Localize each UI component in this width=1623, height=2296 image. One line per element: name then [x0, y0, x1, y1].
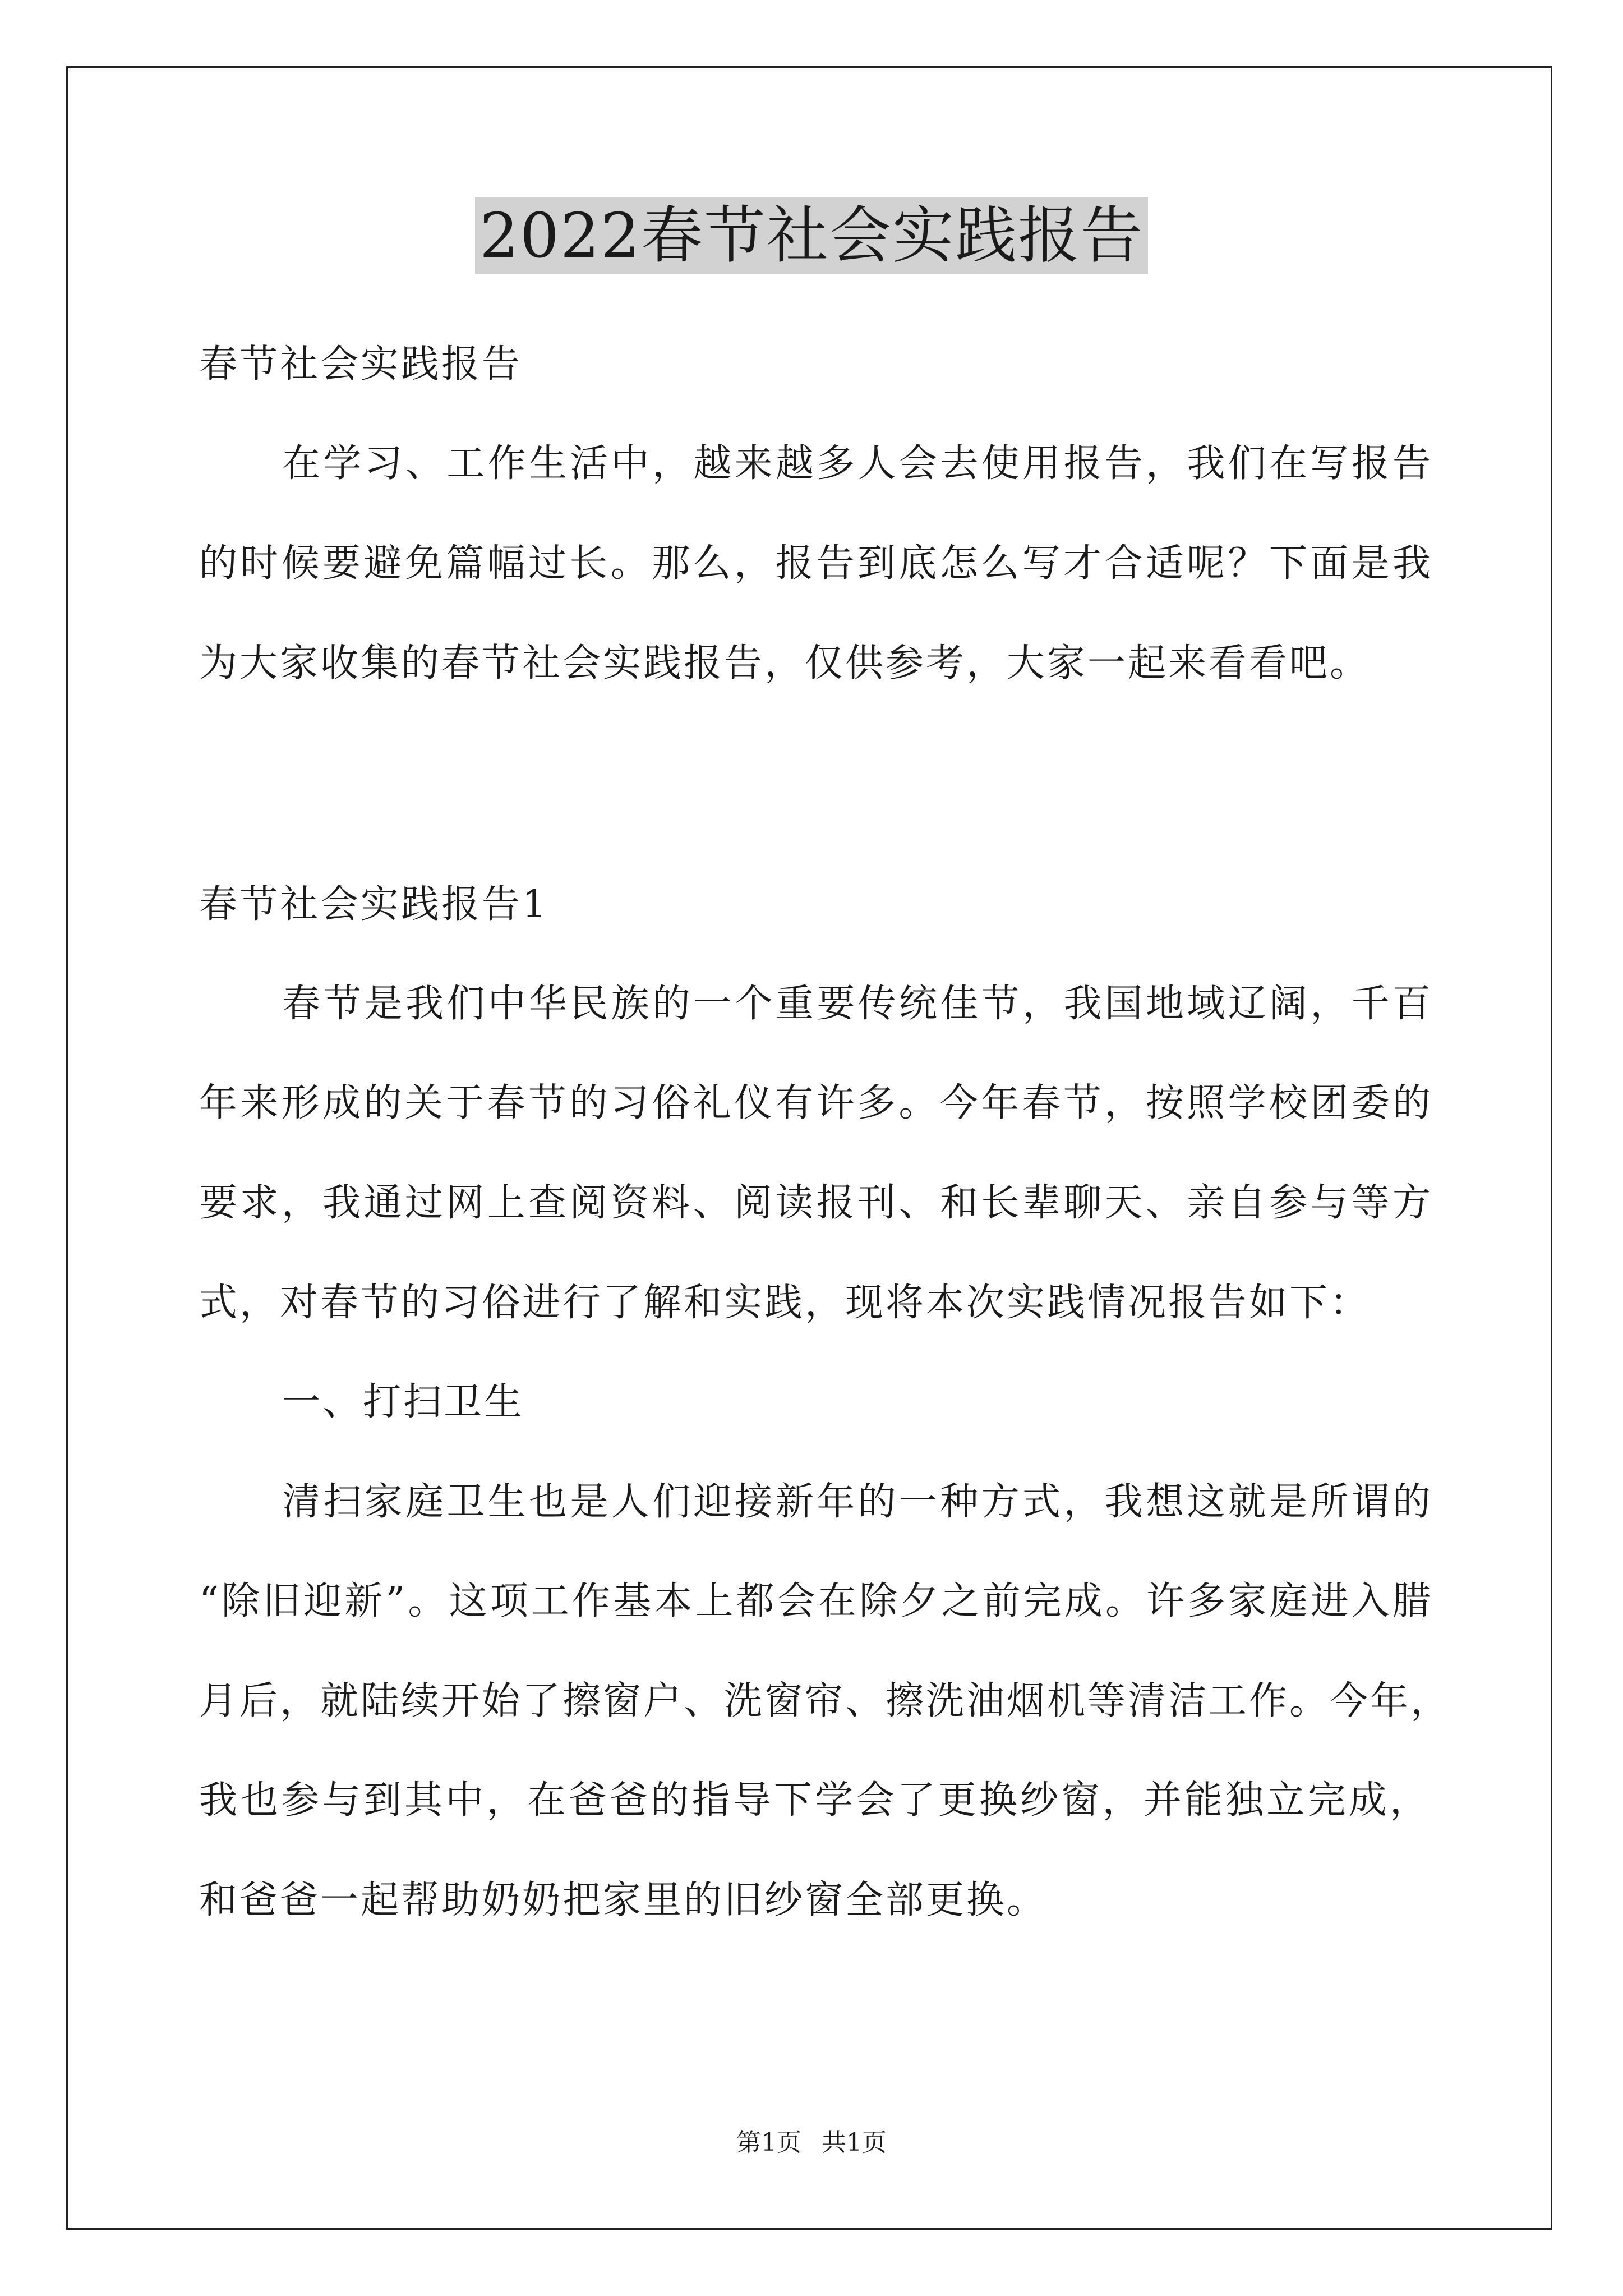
item-line-4: 我也参与到其中，在爸爸的指导下学会了更换纱窗，并能独立完成， — [199, 1778, 1430, 1823]
section-line-1: 春节是我们中华民族的一个重要传统佳节，我国地域辽阔，千百 — [282, 982, 1433, 1026]
section-line-2: 年来形成的关于春节的习俗礼仪有许多。今年春节，按照学校团委的 — [199, 1081, 1433, 1125]
intro-line-1: 在学习、工作生活中，越来越多人会去使用报告，我们在写报告 — [282, 441, 1433, 486]
item-line-1: 清扫家庭卫生也是人们迎接新年的一种方式，我想这就是所谓的 — [282, 1480, 1433, 1524]
item-line-2: “除旧迎新”。这项工作基本上都会在除夕之前完成。许多家庭进入腊 — [199, 1579, 1433, 1623]
intro-line-3: 为大家收集的春节社会实践报告，仅供参考，大家一起来看看吧。 — [199, 641, 1371, 685]
title-container — [0, 197, 1623, 274]
item-line-5: 和爸爸一起帮助奶奶把家里的旧纱窗全部更换。 — [199, 1878, 1048, 1922]
page-number: 第1页 — [736, 2128, 801, 2157]
section-line-3: 要求，我通过网上查阅资料、阅读报刊、和长辈聊天、亲自参与等方 — [199, 1181, 1433, 1225]
subheading: 春节社会实践报告 — [199, 342, 523, 386]
intro-line-2: 的时候要避免篇幅过长。那么，报告到底怎么写才合适呢？下面是我 — [199, 541, 1433, 586]
item-heading: 一、打扫卫生 — [282, 1380, 525, 1424]
item-line-3: 月后，就陆续开始了擦窗户、洗窗帘、擦洗油烟机等清洁工作。今年， — [199, 1679, 1451, 1723]
page-total: 共1页 — [822, 2128, 887, 2157]
document-title: 2022春节社会实践报告 — [475, 197, 1148, 274]
section-line-4: 式，对春节的习俗进行了解和实践，现将本次实践情况报告如下： — [199, 1281, 1371, 1325]
page-footer — [0, 2126, 1623, 2160]
section-heading: 春节社会实践报告1 — [199, 882, 549, 927]
